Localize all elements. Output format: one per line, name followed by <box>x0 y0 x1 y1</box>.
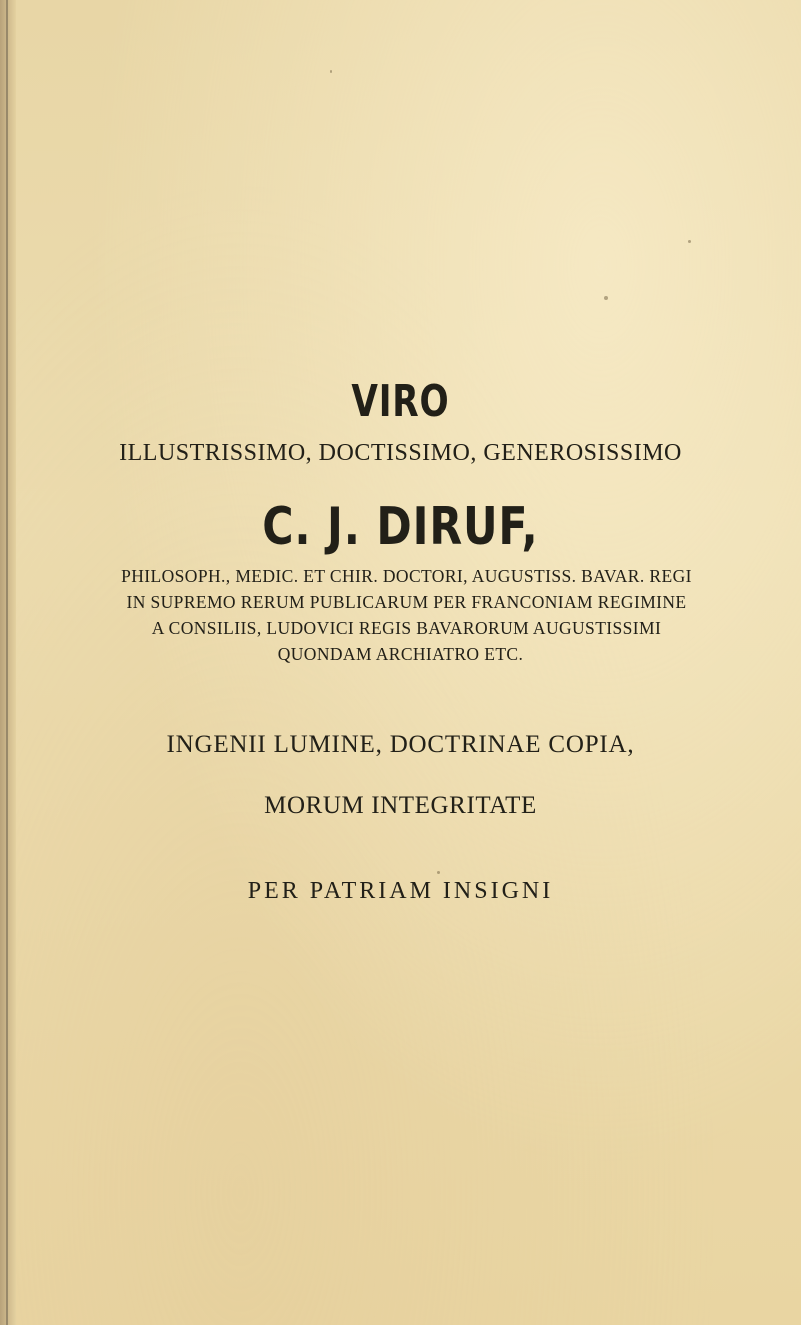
dedication-epithets: ILLUSTRISSIMO, DOCTISSIMO, GENEROSISSIMO <box>119 440 682 466</box>
dedicatee-title-line: QUONDAM ARCHIATRO ETC. <box>277 644 524 664</box>
paper-speck <box>437 871 440 874</box>
dedication-closing: PER PATRIAM INSIGNI <box>247 878 554 904</box>
dedicatee-title-line: IN SUPREMO RERUM PUBLICARUM PER FRANCONIAM REGIMINE <box>126 592 687 612</box>
paper-speck <box>604 296 608 300</box>
paper-speck <box>688 240 691 243</box>
praise-line-1: INGENII LUMINE, DOCTRINAE COPIA, <box>166 731 635 758</box>
dedicatee-title-line: A CONSILIIS, LUDOVICI REGIS BAVARORUM AUGUSTISSIMI <box>151 618 662 638</box>
dedicatee-title-line: PHILOSOPH., MEDIC. ET CHIR. DOCTORI, AUGUSTISS. BAVAR. REGI <box>121 566 692 586</box>
paper-speck <box>330 70 332 73</box>
dedicatee-name: C. J. DIRUF, <box>262 497 539 557</box>
dedication-heading: VIRO <box>351 376 450 427</box>
praise-line-2: MORUM INTEGRITATE <box>264 792 537 819</box>
